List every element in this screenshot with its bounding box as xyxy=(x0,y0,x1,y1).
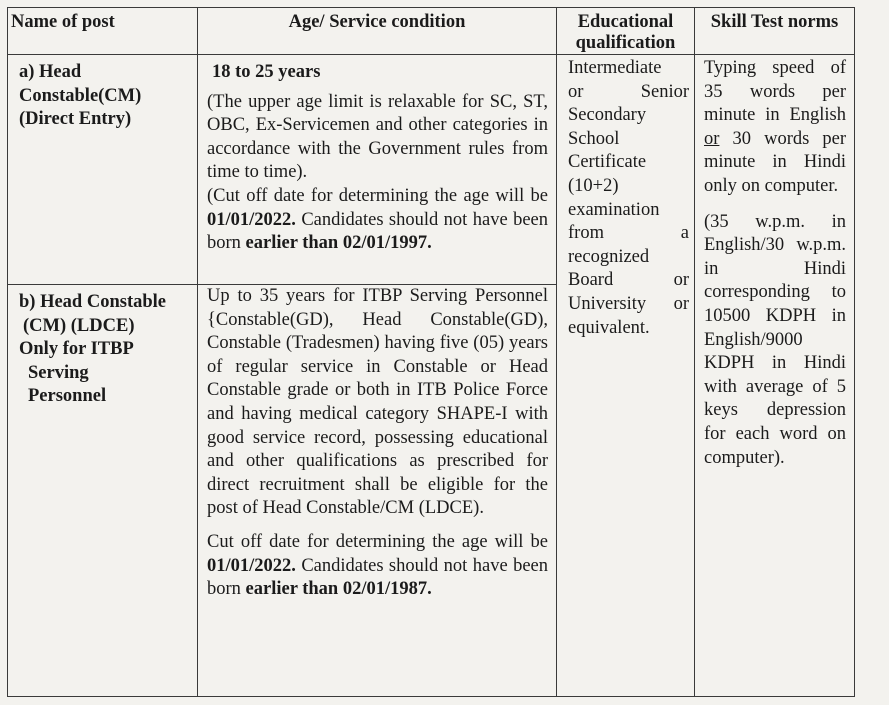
edu-line: examination xyxy=(568,199,660,220)
header-name-of-post: Name of post xyxy=(8,8,198,55)
skill-prefix: Typing speed of 35 words per minute in English xyxy=(704,58,846,126)
edu-line: School xyxy=(568,128,620,149)
cutoff-prefix: Cut off date for determining the age will be xyxy=(207,531,548,552)
post-b-line: Personnel xyxy=(28,386,107,406)
edu-line: Certificate xyxy=(568,152,647,173)
education-cell xyxy=(557,55,695,697)
edu-line: equivalent. xyxy=(568,317,650,338)
edu-line xyxy=(568,81,689,105)
header-educational-qualification: Educational qualification xyxy=(557,8,695,55)
cutoff-date: 01/01/2022. xyxy=(207,209,296,230)
earlier-than: earlier than xyxy=(245,233,339,254)
cutoff-middle: Candidates should not have been born xyxy=(207,555,548,600)
cutoff-middle: Candidates should not have been born xyxy=(207,209,548,254)
edu-word: Board xyxy=(568,270,614,291)
header-row xyxy=(8,8,855,55)
edu-word: University xyxy=(568,293,647,314)
cutoff-date: 01/01/2022. xyxy=(207,555,296,576)
skill-suffix: 30 words per minute in Hindi only on computer. xyxy=(704,128,846,196)
edu-line xyxy=(568,222,689,246)
earlier-than: earlier than xyxy=(245,579,339,600)
post-b-cell xyxy=(8,285,198,697)
born-date: 02/01/1987. xyxy=(342,579,432,600)
edu-word: or xyxy=(673,270,689,291)
header-skill-test: Skill Test norms xyxy=(695,8,855,55)
edu-line: Secondary xyxy=(568,105,647,126)
skill-kdph-text: (35 w.p.m. in English/30 w.p.m. in Hindi corresponding to 10500 KDPH in English/9000 KDPH in Hindi with average of 5 keys depression for each word on computer). xyxy=(704,211,846,468)
edu-line xyxy=(568,293,689,317)
post-b-line: b) Head Constable xyxy=(19,292,166,312)
post-b-line: (CM) (LDCE) xyxy=(23,315,135,336)
condition-b-cell xyxy=(198,285,557,697)
edu-word: Senior xyxy=(640,81,689,102)
edu-line: (10+2) xyxy=(568,175,619,196)
cutoff-prefix: (Cut off date for determining the age will be xyxy=(207,185,548,206)
table-row xyxy=(8,55,855,285)
post-a-line: (Direct Entry) xyxy=(19,109,132,129)
post-a-cell xyxy=(8,55,198,285)
age-range: 18 to 25 years xyxy=(212,62,321,82)
skill-norm-text xyxy=(704,57,846,199)
edu-word: or xyxy=(568,81,584,102)
header-age-service: Age/ Service condition xyxy=(198,8,557,55)
cutoff-text-a xyxy=(207,185,548,256)
skill-cell xyxy=(695,55,855,697)
ldce-eligibility-text: Up to 35 years for ITBP Serving Personnel {Constable(GD), Head Constable(GD), Constable (Tradesmen) having five (05) years of regular service in Constable or Head Constable grade or both in ITB Police Force and having medical category SHAPE-I with good service record, possessing educational and other qualifications as prescribed for direct recruitment shall be eligible for the post of Head Constable/CM (LDCE). xyxy=(207,286,548,519)
edu-line xyxy=(568,269,689,293)
edu-line: recognized xyxy=(568,246,650,267)
post-a-line: Constable(CM) xyxy=(19,85,142,106)
born-date: 02/01/1997. xyxy=(342,233,432,254)
relaxation-text: (The upper age limit is relaxable for SC, ST, OBC, Ex-Servicemen and other categories in accordance with the Government rules from time to time). xyxy=(207,91,548,183)
skill-or: or xyxy=(704,128,720,149)
post-b-line: Only for ITBP xyxy=(19,339,134,359)
edu-word: or xyxy=(673,293,689,314)
condition-a-cell xyxy=(198,55,557,285)
post-a-line: a) Head xyxy=(19,62,82,82)
edu-word: a xyxy=(680,223,689,244)
post-b-line: Serving xyxy=(28,362,89,383)
edu-word: from xyxy=(568,223,604,244)
edu-line: Intermediate xyxy=(568,58,662,78)
recruitment-table xyxy=(7,7,855,697)
cutoff-text-b xyxy=(207,531,548,602)
